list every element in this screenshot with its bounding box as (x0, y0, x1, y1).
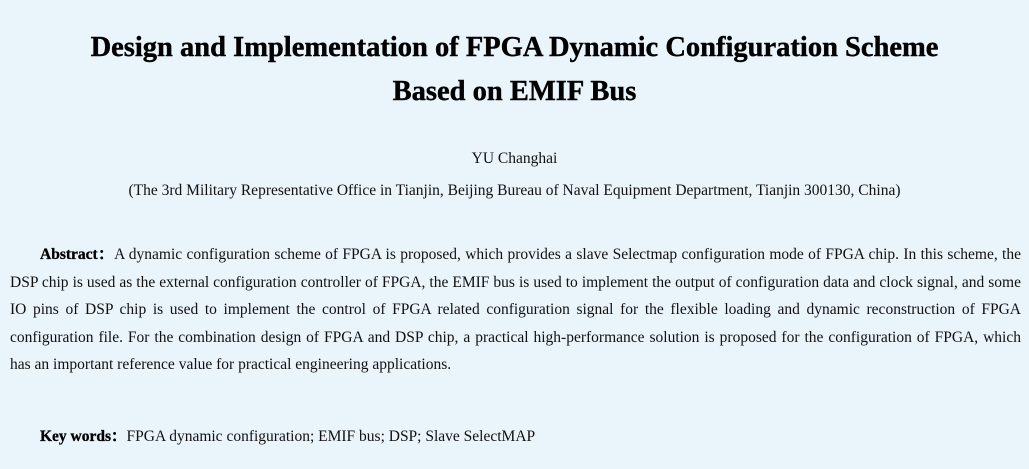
abstract-paragraph (10, 241, 1021, 379)
keywords-text: FPGA dynamic configuration; EMIF bus; DSP; Slave SelectMAP (126, 428, 536, 445)
title-line-1: Design and Implementation of FPGA Dynamic Configuration Scheme (90, 32, 939, 63)
abstract-label: Abstract： (40, 246, 115, 263)
keywords-label: Key words： (40, 428, 127, 445)
title-line-2: Based on EMIF Bus (392, 76, 637, 107)
paper-title (0, 26, 1029, 114)
author-name: YU Changhai (471, 150, 558, 167)
keywords-line (40, 427, 535, 447)
abstract-text: A dynamic configuration scheme of FPGA is proposed, which provides a slave Selectmap configuration mode of FPGA chip. In this scheme, the DSP chip is used as the external configuration controller of FPGA, the EMIF bus is used to implement the output of configuration data and clock signal, and some IO pins of DSP chip is used to implement the control of FPGA related configuration signal for the flexible loading and dynamic reconstruction of FPGA configuration file. For the combination design of FPGA and DSP chip, a practical high-performance solution is proposed for the configuration of FPGA, which has an important reference value for practical engineering applications. (10, 246, 1021, 373)
author-affiliation: (The 3rd Military Representative Office in Tianjin, Beijing Bureau of Naval Equipment Department, Tianjin 300130, China) (128, 182, 901, 199)
